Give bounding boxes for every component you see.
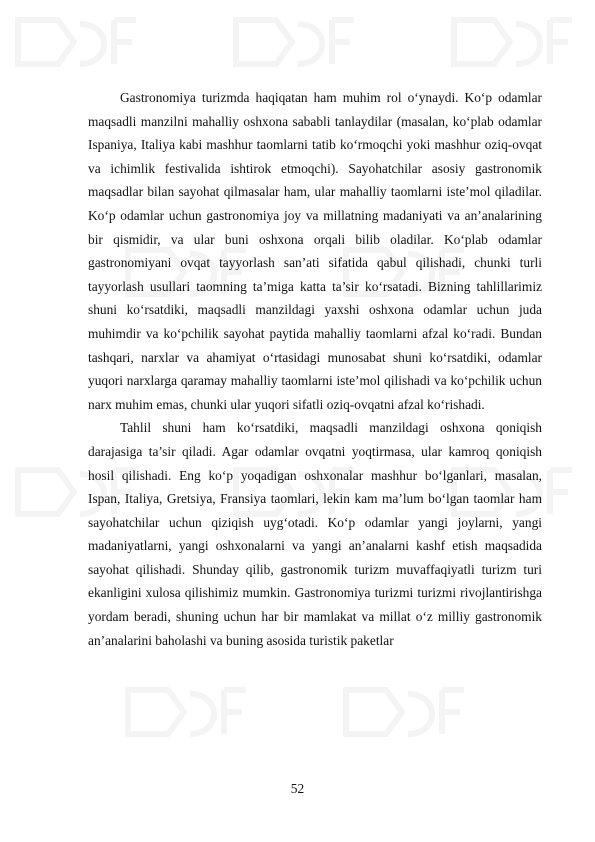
paragraph-1: Gastronomiya turizmda haqiqatan ham muhim rol o‘ynaydi. Ko‘p odamlar maqsadli manzilni mahalliy oshxona sababli tanlaydilar (masalan, ko‘plab odamlar Ispaniya, Italiya kabi mashhur taomlarni tatib ko‘rmoqchi yoki mashhur oziq-ovqat va ichimlik festivalida ishtirok etmoqchi). Sayohatchilar asosiy gastronomik maqsadlar bilan sayohat qilmasalar ham, ular mahalliy taomlarni iste’mol qiladilar. Ko‘p odamlar uchun gastronomiya joy va millatning madaniyati va an’analarining bir qismidir, va ular buni oshxona orqali bilib oladilar. Ko‘plab odamlar gastronomiyani ovqat tayyorlash san’ati sifatida qabul qilishadi, chunki turli tayyorlash usullari taomning ta’miga katta ta’sir ko‘rsatadi. Bizning tahlillarimiz shuni ko‘rsatdiki, maqsadli manzildagi yaxshi oshxona odamlar uchun juda muhimdir va ko‘pchilik sayohat paytida mahalliy taomlarni afzal ko‘radi. Bundan tashqari, narxlar va ahamiyat o‘rtasidagi munosabat shuni ko‘rsatdiki, odamlar yuqori narxlarga qaramay mahalliy taomlarni iste’mol qilishadi va ko‘pchilik uchun narx muhim emas, chunki ular yuqori sifatli oziq-ovqatni afzal ko‘rishadi. bbox=[88, 90, 542, 412]
body-text bbox=[88, 86, 542, 652]
page-number: 52 bbox=[290, 781, 305, 796]
paragraph-2: Tahlil shuni ham ko‘rsatdiki, maqsadli manzildagi oshxona qoniqish darajasiga ta’sir qiladi. Agar odamlar ovqatni yoqtirmasa, ular kamroq qoniqish hosil qilishadi. Eng ko‘p yoqadigan oshxonalar mashhur bo‘lganlari, masalan, Ispan, Italiya, Gretsiya, Fransiya taomlari, lekin kam ma’lum bo‘lgan taomlar ham sayohatchilar uchun qiziqish uyg‘otadi. Ko‘p odamlar yangi joylarni, yangi madaniyatlarni, yangi oshxonalarni va yangi an’analarni kashf etish maqsadida sayohat qilishadi. Shunday qilib, gastronomik turizm muvaffaqiyatli turizm turi ekanligini xulosa qilishimiz mumkin. Gastronomiya turizmi turizmi rivojlantirishga yordam beradi, shuning uchun har bir mamlakat va millat o‘z milliy gastronomik an’analarini baholashi va buning asosida turistik paketlar bbox=[88, 420, 542, 648]
